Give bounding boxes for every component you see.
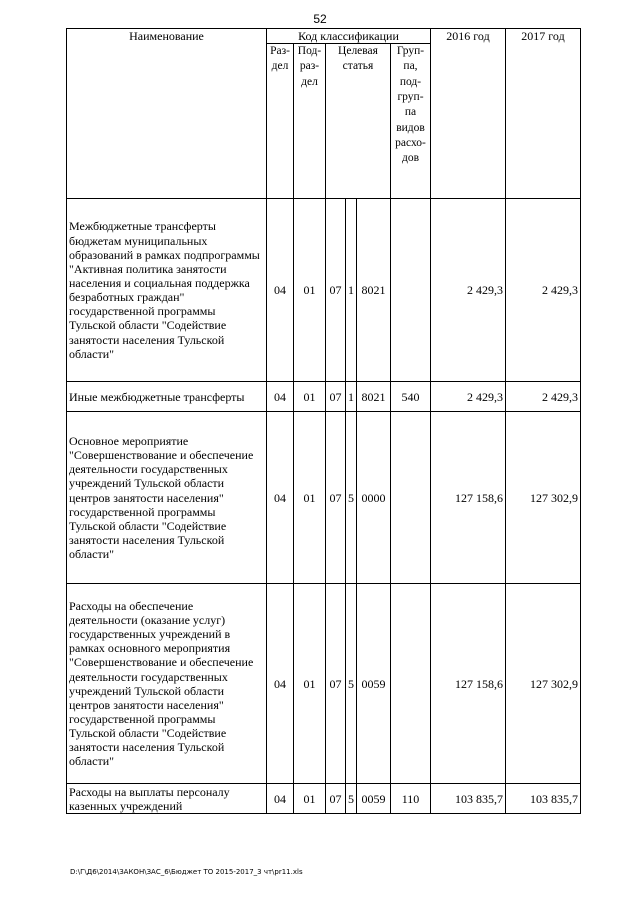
subprogram-code: 1 (346, 199, 357, 382)
header-classification: Код классификации (267, 29, 431, 44)
footer-file-path: D:\Г\Д6\2014\ЗАКОН\ЗАС_6\Бюджет ТО 2015-2017_3 чт\pr11.xls (70, 868, 303, 876)
expense-group-code (391, 412, 431, 584)
table-row (67, 584, 581, 784)
amount-2016: 2 429,3 (431, 199, 506, 382)
subsection-code: 01 (294, 199, 326, 382)
table-row (67, 784, 581, 814)
subsection-code: 01 (294, 584, 326, 784)
subprogram-code: 5 (346, 784, 357, 814)
row-name: Иные межбюджетные трансферты (67, 382, 267, 412)
page-number: 52 (313, 12, 327, 26)
header-section: Раз- дел (267, 44, 294, 199)
expense-group-code: 540 (391, 382, 431, 412)
amount-2017: 127 302,9 (506, 412, 581, 584)
direction-code: 8021 (357, 199, 391, 382)
row-name: Расходы на обеспечение деятельности (оказание услуг) государственных учреждений в рамках основного мероприятия "Совершенствование и обеспечение деятельности государственных учреждений Тульской области центров занятости населения" государственной программы Тульской области "Содействие занятости населения Тульской области" (67, 584, 267, 784)
subprogram-code: 1 (346, 382, 357, 412)
header-subsection: Под- раз- дел (294, 44, 326, 199)
budget-table (66, 28, 581, 814)
program-code: 07 (326, 199, 346, 382)
subsection-code: 01 (294, 382, 326, 412)
section-code: 04 (267, 382, 294, 412)
direction-code: 0059 (357, 784, 391, 814)
row-name: Межбюджетные трансферты бюджетам муниципальных образований в рамках подпрограммы "Активная политика занятости населения и социальная поддержка безработных граждан" государственной программы Тульской области "Содействие занятости населения Тульской области" (67, 199, 267, 382)
expense-group-code (391, 199, 431, 382)
subprogram-code: 5 (346, 584, 357, 784)
expense-group-code: 110 (391, 784, 431, 814)
table-row (67, 199, 581, 382)
program-code: 07 (326, 382, 346, 412)
direction-code: 0059 (357, 584, 391, 784)
section-code: 04 (267, 784, 294, 814)
amount-2017: 103 835,7 (506, 784, 581, 814)
direction-code: 8021 (357, 382, 391, 412)
section-code: 04 (267, 199, 294, 382)
subprogram-code: 5 (346, 412, 357, 584)
section-code: 04 (267, 412, 294, 584)
section-code: 04 (267, 584, 294, 784)
table-row (67, 412, 581, 584)
subsection-code: 01 (294, 412, 326, 584)
header-expense-group: Груп- па, под- груп- па видов расхо- дов (391, 44, 431, 199)
header-year-2017: 2017 год (506, 29, 581, 199)
row-name: Расходы на выплаты персоналу казенных учреждений (67, 784, 267, 814)
amount-2017: 2 429,3 (506, 382, 581, 412)
table-row (67, 382, 581, 412)
header-name: Наименование (67, 29, 267, 199)
amount-2016: 103 835,7 (431, 784, 506, 814)
amount-2017: 2 429,3 (506, 199, 581, 382)
row-name: Основное мероприятие "Совершенствование и обеспечение деятельности государственных учреждений Тульской области центров занятости населения" государственной программы Тульской области "Содействие занятости населения Тульской области" (67, 412, 267, 584)
expense-group-code (391, 584, 431, 784)
amount-2016: 2 429,3 (431, 382, 506, 412)
amount-2017: 127 302,9 (506, 584, 581, 784)
program-code: 07 (326, 584, 346, 784)
header-target-article: Целевая статья (326, 44, 391, 199)
direction-code: 0000 (357, 412, 391, 584)
amount-2016: 127 158,6 (431, 584, 506, 784)
subsection-code: 01 (294, 784, 326, 814)
amount-2016: 127 158,6 (431, 412, 506, 584)
program-code: 07 (326, 784, 346, 814)
header-year-2016: 2016 год (431, 29, 506, 199)
program-code: 07 (326, 412, 346, 584)
